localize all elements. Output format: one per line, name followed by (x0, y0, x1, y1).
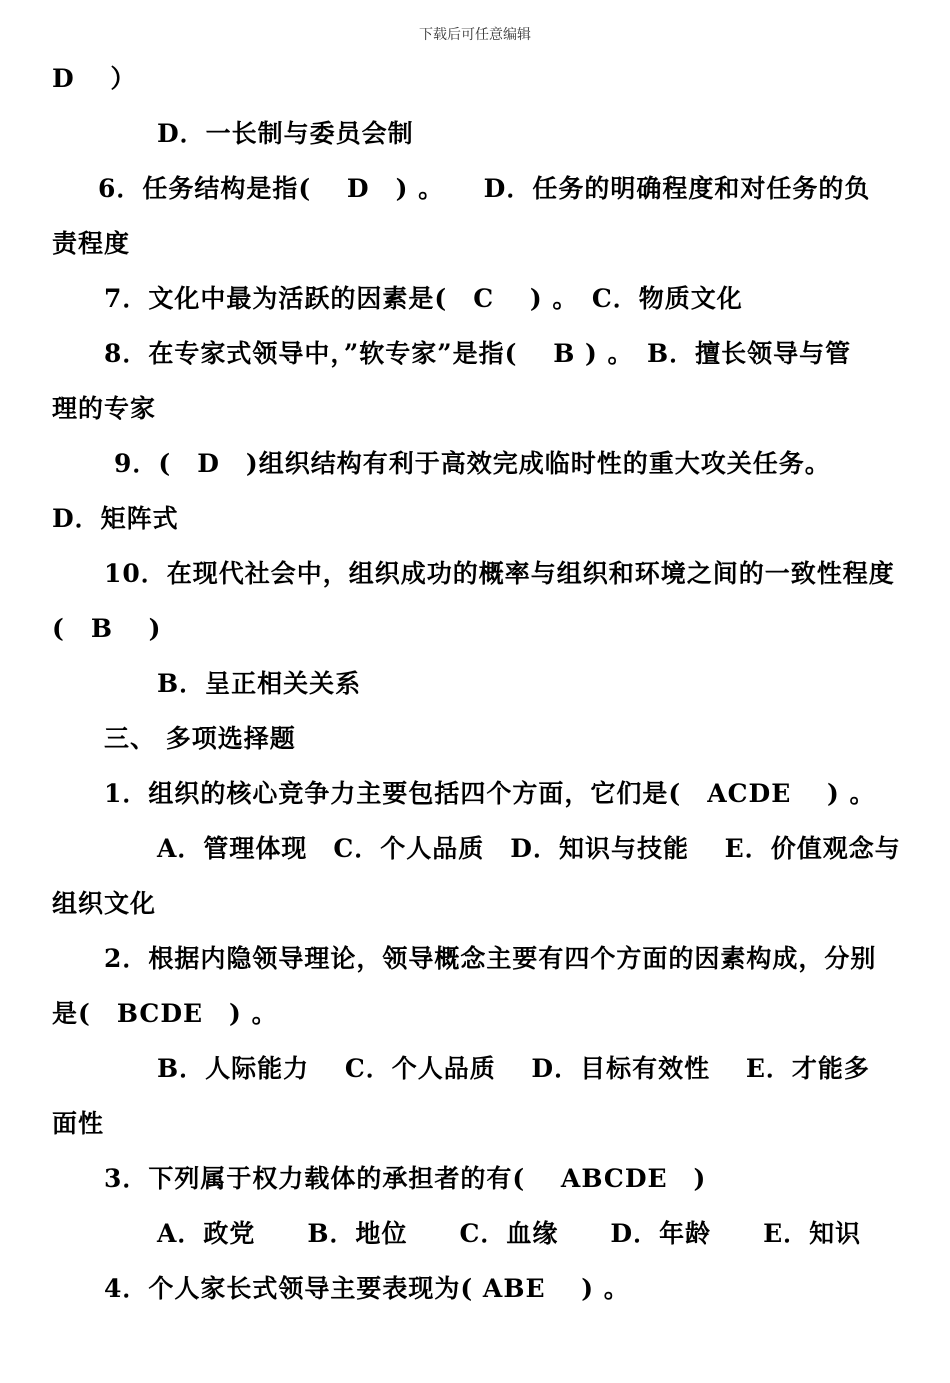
text-line: 9．( D )组织结构有利于高效完成临时性的重大攻关任务。 (114, 449, 831, 478)
text-line: 3．下列属于权力载体的承担者的有( ABCDE ) (104, 1164, 707, 1193)
text-line: 面性 (52, 1109, 105, 1138)
text-line: 8．在专家式领导中，”软专家”是指( B ) 。 B．擅长领导与管 (104, 339, 852, 368)
text-line: 4．个人家长式领导主要表现为( ABE ) 。 (104, 1274, 630, 1303)
text-line: A．管理体现 C．个人品质 D．知识与技能 E．价值观念与 (157, 834, 901, 863)
page-header: 下载后可任意编辑 (419, 27, 531, 43)
text-line: 1．组织的核心竞争力主要包括四个方面，它们是( ACDE ) 。 (104, 779, 876, 808)
text-line: D．矩阵式 (52, 504, 179, 533)
text-line: D ） (52, 64, 137, 93)
text-line: 2．根据内隐领导理论，领导概念主要有四个方面的因素构成，分别 (104, 944, 877, 973)
text-line: 责程度 (52, 229, 131, 258)
text-line: 10．在现代社会中，组织成功的概率与组织和环境之间的一致性程度 (104, 559, 895, 588)
text-line: 组织文化 (52, 889, 157, 918)
text-line: D．一长制与委员会制 (157, 119, 414, 148)
text-line: ( B ) (52, 614, 162, 643)
text-line: 是( BCDE ) 。 (52, 999, 278, 1028)
text-line: B．人际能力 C．个人品质 D．目标有效性 E．才能多 (157, 1054, 870, 1083)
text-line: 6．任务结构是指( D ) 。 D．任务的明确程度和对任务的负 (98, 174, 871, 203)
section-heading: 三、 多项选择题 (104, 724, 296, 753)
text-line: A．政党 B．地位 C．血缘 D．年龄 E．知识 (157, 1219, 862, 1248)
text-line: 理的专家 (52, 394, 157, 423)
text-line: 7．文化中最为活跃的因素是( C ) 。 C．物质文化 (104, 284, 743, 313)
text-line: B．呈正相关关系 (157, 669, 362, 698)
